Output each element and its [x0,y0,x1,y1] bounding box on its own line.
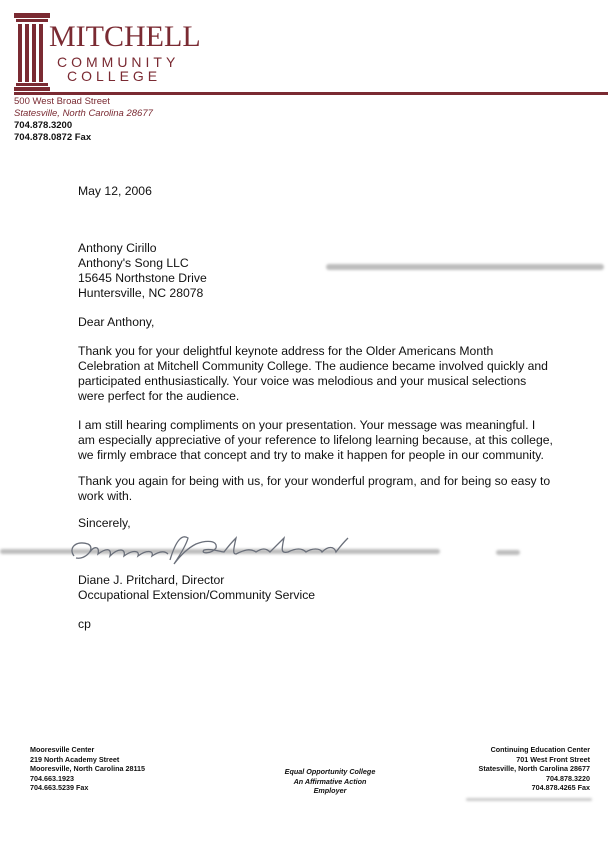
footer-line: Mooresville, North Carolina 28115 [30,764,146,773]
paragraph-line: we firmly embrace that concept and try to make it happen for people in our community. [78,448,544,462]
footer-line: Employer [313,786,347,795]
copy-notation: cp [78,617,91,631]
closing: Sincerely, [78,516,131,530]
college-name: MITCHELL [49,20,201,53]
paragraph-line: Thank you for your delightful keynote address for the Older Americans Month [78,344,494,358]
address-city: Statesville, North Carolina 28677 [14,108,153,119]
footer-line: 704.878.3220 [546,773,590,783]
letter-date: May 12, 2006 [78,184,152,198]
paragraph-line: participated enthusiastically. Your voice was melodious and your musical selections [78,374,527,388]
footer-eoc [260,767,400,796]
address-street: 500 West Broad Street [14,96,110,107]
paragraph-line: work with. [78,489,133,503]
recipient-company: Anthony's Song LLC [78,256,189,270]
footer-line: 701 West Front Street [516,754,590,764]
column-logo-icon [14,13,50,91]
footer-line: An Affirmative Action [293,776,367,786]
paragraph-3 [78,474,578,504]
footer-line: Equal Opportunity College [284,767,376,776]
paragraph-2 [78,418,578,463]
recipient-street: 15645 Northstone Drive [78,271,207,285]
paragraph-line: were perfect for the audience. [78,389,240,403]
recipient-block [78,241,578,301]
salutation: Dear Anthony, [78,315,155,329]
footer-continuing-ed [479,745,590,793]
college-sub-community: COMMUNITY [57,54,180,70]
paragraph-line: Thank you again for being with us, for your wonderful program, and for being so easy to [78,474,551,488]
letterhead [0,0,608,150]
footer-line: 704.878.4265 Fax [531,783,590,792]
redaction-mark [496,550,520,555]
footer-line: 704.663.1923 [30,773,74,783]
paragraph-line: Celebration at Mitchell Community College. The audience became involved quickly and [78,359,548,373]
footer-line: Continuing Education Center [490,745,590,754]
footer-line: Statesville, North Carolina 28677 [478,764,590,773]
footer-line: 219 North Academy Street [30,754,120,764]
signer-name: Diane J. Pritchard, Director [78,573,225,587]
recipient-name: Anthony Cirillo [78,241,157,255]
recipient-city: Huntersville, NC 28078 [78,286,204,300]
footer-line: 704.663.5239 Fax [30,783,89,792]
footer-mooresville [30,745,145,793]
letterhead-rule [14,92,608,95]
paragraph-line: I am still hearing compliments on your presentation. Your message was meaningful. I [78,418,536,432]
handwritten-signature [66,530,356,570]
paragraph-line: am especially appreciative of your reference to lifelong learning because, at this college, [78,433,553,447]
college-sub-college: COLLEGE [67,68,162,84]
phone-number: 704.878.3200 [14,120,73,131]
footer-line: Mooresville Center [30,745,95,754]
redaction-mark [326,264,604,270]
fax-number: 704.878.0872 Fax [14,132,92,143]
redaction-mark [466,798,592,801]
paragraph-1 [78,344,578,404]
signer-title: Occupational Extension/Community Service [78,588,316,602]
